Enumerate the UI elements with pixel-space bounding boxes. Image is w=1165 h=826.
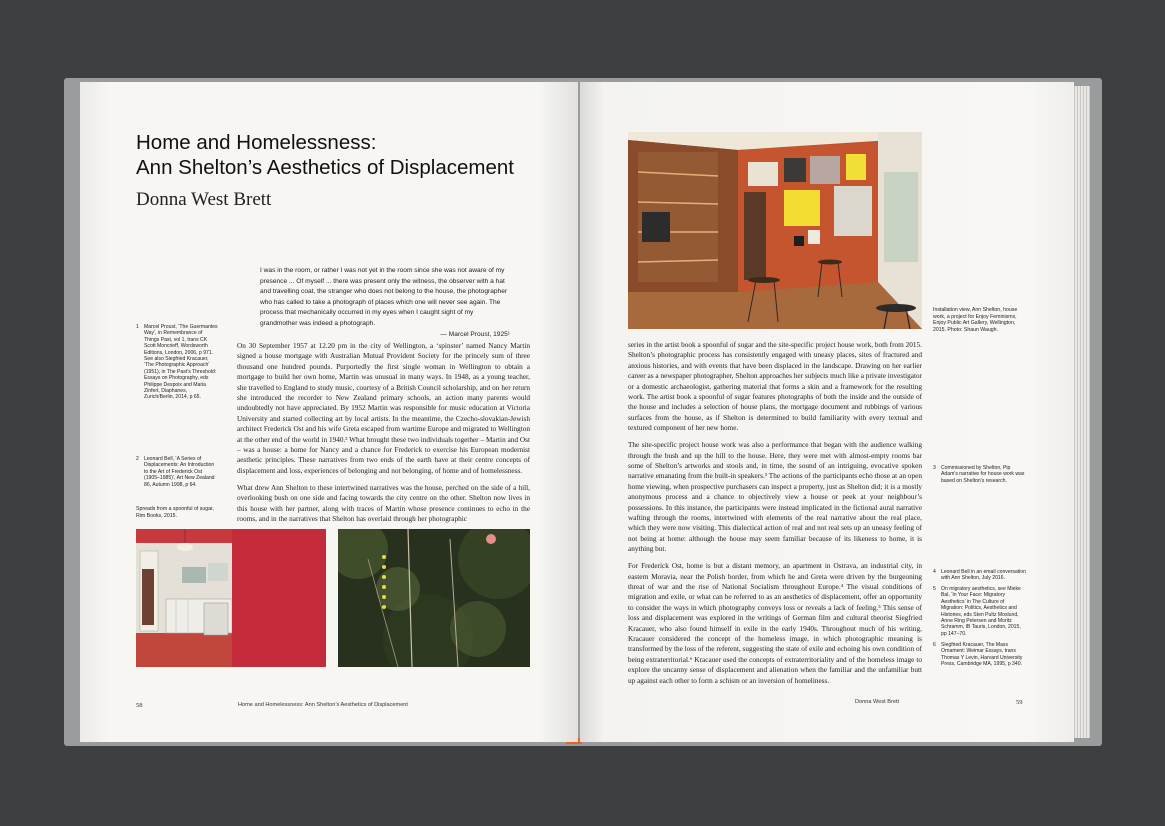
footnote-2 <box>136 456 222 496</box>
body-text <box>628 340 922 693</box>
page-edges <box>1072 86 1090 738</box>
footnote-4 <box>933 569 1029 585</box>
paragraph: series in the artist book a spoonful of sugar and the site-specific project house work, both from 2015. Shelton’s photographic process has consistently engaged with uneasy places, sites of fractured and anxious histories, and with events that have been displaced in the landscape. Drawing on her earlier career as a newspaper photographer, Shelton approaches her subjects much like a private investigator or a domestic archaeologist, gathering material that forms a skin and a framework for the resulting work. The artist book a spoonful of sugar features photographs of both the inside and the outside of the house and includes a selection of house plans, the mortgage document and rubbings of various surfaces from the house, as if Shelton is determined to build familiarity with every textual and textured component of her new home. <box>628 341 922 433</box>
footnote-text: On migratory aesthetics, see Mieke Bal, ‘In Your Face: Migratory Aesthetics’ in The Culture of Migration: Politics, Aesthetics and Histories, eds Sten Pultz Moslund, Anne Ring Petersen and Moritz Schramm, IB Tauris, London, 2015, pp 147–70. <box>941 586 1021 637</box>
footnote-number: 5 <box>933 586 936 592</box>
footnote-text: Commissioned by Shelton, Pip Adam’s narrative for house work was based on Shelton’s research. <box>941 465 1025 484</box>
installation-photo <box>628 132 922 329</box>
footnote-number: 3 <box>933 465 936 471</box>
footnote-5 <box>933 586 1029 640</box>
footnote-number: 4 <box>933 569 936 575</box>
footnote-text: Leonard Bell, ‘A Series of Displacements: An Introduction to the Art of Frederick Ost (1905–1985)’, Art New Zealand 86, Autumn 1998, p 64. <box>144 456 215 488</box>
paragraph: What drew Ann Shelton to these intertwined narratives was the house, perched on the side of a hill, overlooking bush on one side and facing towards the city centre on the other. Shelton now lives in this house with her partner, along with traces of Martin whose presence continues to echo in the rooms, and in the narratives that Shelton has overlaid through her photographic <box>237 483 530 523</box>
footnote-text: Marcel Proust, ‘The Guermantes Way’, in Remembrance of Things Past, vol 1, trans CK Scott Moncrieff, Wordsworth Editions, London, 2006, p 971. See also Siegfried Kracauer, ‘The Photographic Approach’ (1951), in The Past’s Threshold: Essays on Photography, eds Philippe Despoix and Maria Zinfert, Diaphanes, Zurich/Berlin, 2014, p 65. <box>144 324 218 401</box>
epigraph <box>260 266 510 340</box>
right-page <box>580 82 1074 742</box>
image-caption: Spreads from a spoonful of sugar, Rim Books, 2015. <box>136 506 214 519</box>
footnote-1 <box>136 324 222 401</box>
footnote-number: 1 <box>136 324 139 330</box>
epigraph-text: I was in the room, or rather I was not yet in the room since she was not aware of my presence ... Of myself ... there was present only the witness, the observer with a hat and travelling coat, the stranger who does not belong to the house, the photographer who has called to take a photograph of places which one will never see again. The process that mechanically occurred in my eyes when I caught sight of my grandmother was indeed a photograph. <box>260 267 508 327</box>
kitchen-photo <box>136 529 326 667</box>
forest-photo <box>338 529 530 667</box>
body-text <box>237 341 530 531</box>
title-line-1: Home and Homelessness: <box>136 131 377 154</box>
image-caption: Installation view, Ann Shelton, house work, a project for Enjoy Feminisms, Enjoy Public Art Gallery, Wellington, 2015. Photo: Shaun Waugh. <box>933 307 1018 333</box>
running-head: Donna West Brett <box>855 699 900 705</box>
left-page <box>80 82 578 742</box>
running-head: Home and Homelessness: Ann Shelton’s Aesthetics of Displacement <box>238 702 408 708</box>
epigraph-source: — Marcel Proust, 1925¹ <box>440 330 510 338</box>
article-title <box>136 130 556 180</box>
footnote-number: 2 <box>136 456 139 462</box>
footnote-number: 6 <box>933 642 936 648</box>
paragraph: On 30 September 1957 at 12.20 pm in the city of Wellington, a ‘spinster’ named Nancy Martin signed a house mortgage with Australian Mutual Provident Society for the princely sum of three thousand one hundred pounds. Purportedly the first single woman in Wellington to obtain a mortgage to build her own home, Martin was unusual in many ways. In 1948, as a young teacher, she travelled to England to study music, courtesy of a British Council scholarship, and on her return she introduced the recorder to New Zealand primary schools, an action many parents would undoubtedly not have appreciated. By 1952 Martin was responsible for music education at Victoria University and started collecting art by local artists. In the meantime, the Czecho-slovakian-Jewish architect Frederick Ost and his wife Greta escaped from wartime Europe and migrated to Wellington at the other end of the world in 1940.² What brought these two individuals together – Martin and Ost – was a house: a home for Nancy and a chance for Frederick to exercise his European modernist aesthetic principles. These narratives from two ends of the earth have at their centre concepts of displacement and loss, experiences of belonging and not belonging, of home and of homelessness. <box>237 342 530 475</box>
page-number: 58 <box>136 702 143 709</box>
footnote-text: Leonard Bell in an email conversation with Ann Shelton, July 2016. <box>941 569 1026 582</box>
footnote-3 <box>933 465 1029 489</box>
footnote-text: Siegfried Kracauer, The Mass Ornament: Weimar Essays, trans Thomas Y Levin, Harvard University Press, Cambridge MA, 1995, p 340. <box>941 642 1023 668</box>
paragraph: For Frederick Ost, home is but a distant memory, an apartment in Ostrava, an industrial city, in eastern Moravia, near the Polish border, from which he and Greta were driven by the burgeoning threat of war and the rise of National Socialism throughout Europe.⁴ The visual conditions of migration and exile, or what can be referred to as an aesthetics of displacement, offer an opportunity to consider the ways in which photography conveys loss or reveals a lack of feeling.⁵ This sense of loss and displacement was explored in the writings of German film and cultural theorist Siegfried Kracauer, who also found himself in exile in the early 1940s. Throughout much of his writing, Kracauer considered the concept of the homeless image, in which photographic meaning is transformed by the loss of the referent, suggesting the state of exile and echoing his own condition of being extraterritorial.⁶ Kracauer used the concepts of extraterritoriality and of the homeless image to explore the uncanny sense of displacement and alienation when the familiar and the unfamiliar butt up against each other to form a schism or an inversion of homeliness. <box>628 562 922 685</box>
page-number: 59 <box>1016 699 1023 706</box>
article-author: Donna West Brett <box>136 189 272 210</box>
title-line-2: Ann Shelton’s Aesthetics of Displacement <box>136 156 514 179</box>
footnote-6 <box>933 642 1029 682</box>
paragraph: The site-specific project house work was also a performance that began with the audience walking through the bush and up the hill to the house. Here, they were met with almost-empty rooms bar some of Shelton’s artworks and stools and, in time, the sound of an intriguing, evocative spoken narrative emanating from the built-in speakers.³ The actions of the participants echo those at an open home viewing, when prospective purchasers can inspect a property, just as Shelton did; it is a mostly anonymous process and a chance to objectively view a house or peek at your neighbour’s possessions. In this instance, the participants were instead implicated in the fictional aural narrative wafting through the rooms, intertwined with elements of the real narrative about the real place, which they were now visiting. This dialectical action of real and not real sets up an uneasy feeling of not being at home: although the house may seem familiar because of its likeness to home, it is anything but. <box>628 441 922 554</box>
